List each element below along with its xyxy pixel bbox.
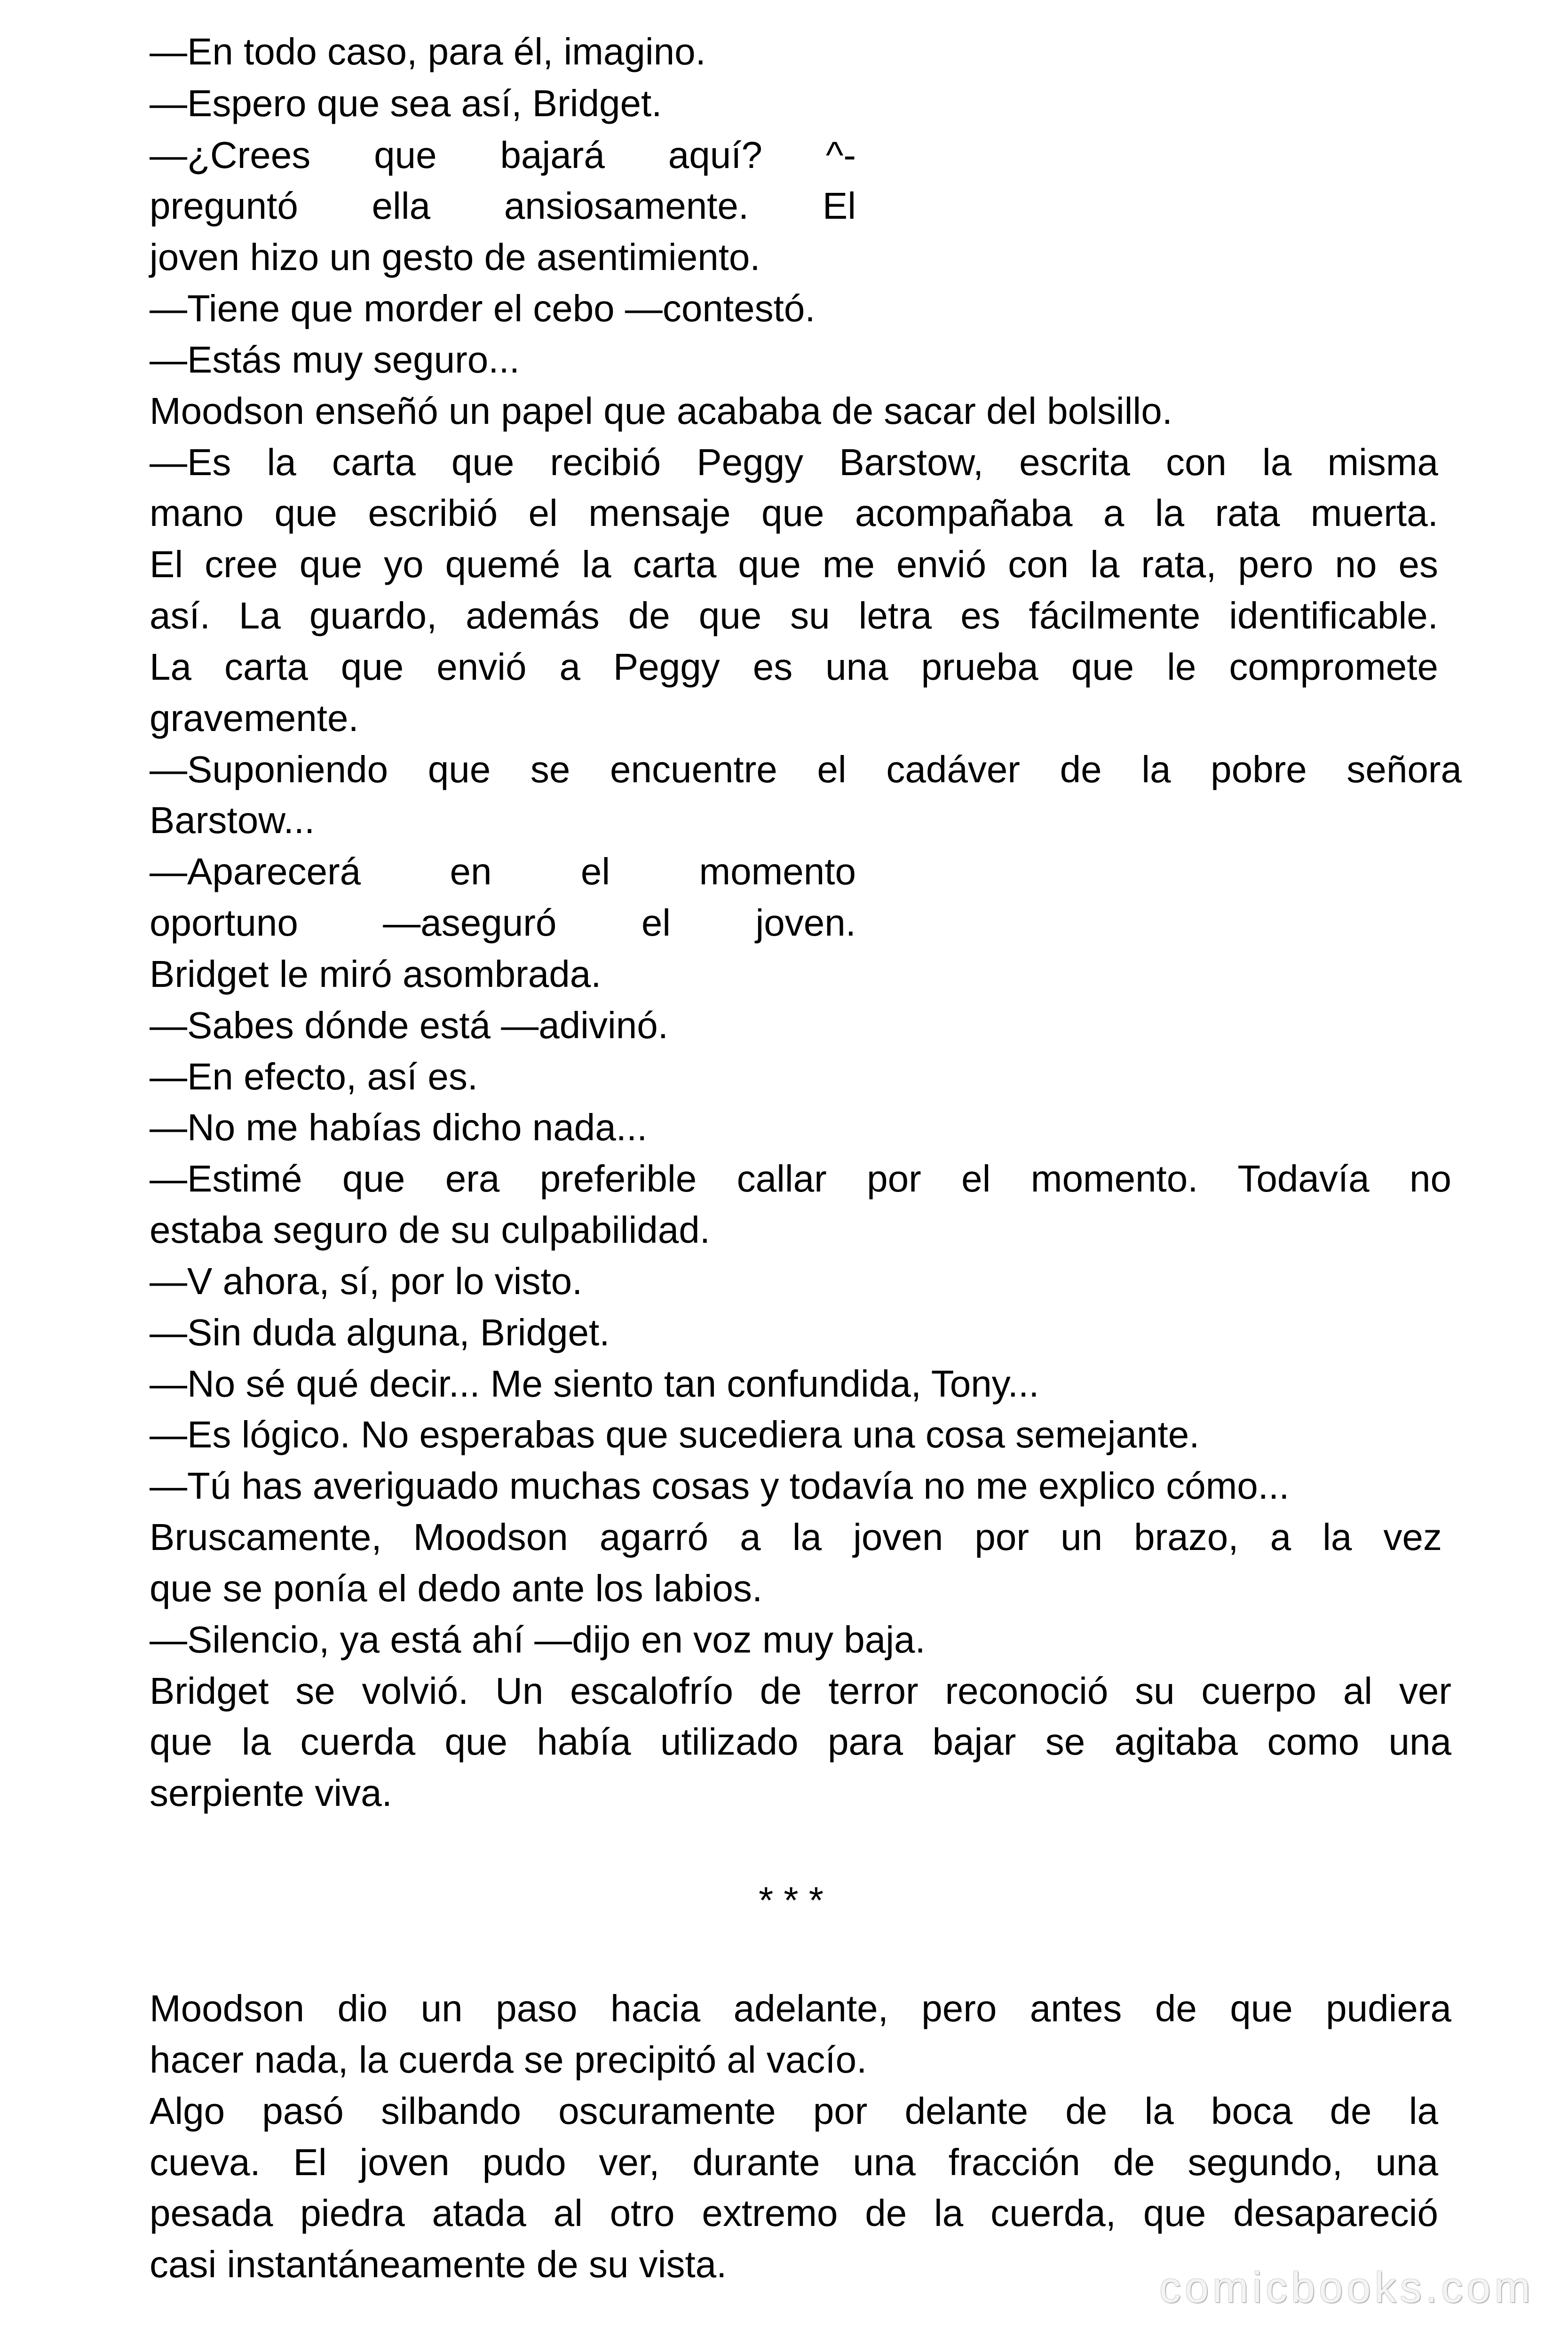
section-separator: * * * — [759, 1879, 824, 1921]
text-line: —Suponiendo que se encuentre el cadáver de la pobre señora — [150, 748, 1462, 790]
text-line: serpiente viva. — [150, 1772, 392, 1814]
text-line: estaba seguro de su culpabilidad. — [150, 1209, 710, 1251]
text-line: —En efecto, así es. — [150, 1056, 478, 1097]
text-line: Moodson enseñó un papel que acababa de sacar del bolsillo. — [150, 390, 1172, 432]
text-line: —Sabes dónde está —adivinó. — [150, 1004, 668, 1046]
text-line: hacer nada, la cuerda se precipitó al vacío. — [150, 2039, 867, 2081]
text-line: Bruscamente, Moodson agarró a la joven por un brazo, a la vez — [150, 1516, 1442, 1558]
text-line: preguntó ella ansiosamente. El — [150, 185, 856, 227]
text-line: El cree que yo quemé la carta que me envió con la rata, pero no es — [150, 543, 1438, 585]
text-line: —En todo caso, para él, imagino. — [150, 31, 706, 72]
text-line: Barstow... — [150, 799, 315, 841]
text-line: —Silencio, ya está ahí —dijo en voz muy baja. — [150, 1619, 926, 1661]
text-line: —Sin duda alguna, Bridget. — [150, 1311, 610, 1353]
text-line: así. La guardo, además de que su letra es fácilmente identificable. — [150, 595, 1438, 636]
text-line: que la cuerda que había utilizado para bajar se agitaba como una — [150, 1721, 1451, 1763]
text-line: —V ahora, sí, por lo visto. — [150, 1260, 583, 1302]
text-line: gravemente. — [150, 697, 359, 739]
text-line: casi instantáneamente de su vista. — [150, 2243, 727, 2285]
text-line: —Tiene que morder el cebo —contestó. — [150, 287, 816, 329]
text-line: Moodson dio un paso hacia adelante, pero antes de que pudiera — [150, 1987, 1451, 2029]
text-line: pesada piedra atada al otro extremo de la cuerda, que desapareció — [150, 2192, 1438, 2234]
text-line: —¿Crees que bajará aquí? ^- — [150, 134, 856, 176]
text-line: Algo pasó silbando oscuramente por delante de la boca de la — [150, 2090, 1438, 2132]
watermark: comicbooks.com — [1159, 2264, 1534, 2312]
text-line: La carta que envió a Peggy es una prueba que le compromete — [150, 646, 1438, 688]
text-line: oportuno —aseguró el joven. — [150, 902, 856, 944]
text-line: que se ponía el dedo ante los labios. — [150, 1567, 763, 1609]
text-line: —Estás muy seguro... — [150, 339, 520, 381]
text-line: —Tú has averiguado muchas cosas y todavía no me explico cómo... — [150, 1465, 1290, 1507]
text-line: —Es lógico. No esperabas que sucediera una cosa semejante. — [150, 1414, 1200, 1455]
text-line: —Estimé que era preferible callar por el momento. Todavía no — [150, 1158, 1451, 1200]
text-line: mano que escribió el mensaje que acompañaba a la rata muerta. — [150, 492, 1438, 534]
text-line: —No me habías dicho nada... — [150, 1106, 648, 1148]
text-line: joven hizo un gesto de asentimiento. — [150, 236, 760, 278]
text-line: Bridget le miró asombrada. — [150, 953, 602, 995]
text-line: Bridget se volvió. Un escalofrío de terror reconoció su cuerpo al ver — [150, 1670, 1451, 1712]
text-line: —Espero que sea así, Bridget. — [150, 82, 662, 124]
text-line: cueva. El joven pudo ver, durante una fracción de segundo, una — [150, 2141, 1438, 2183]
text-line: —Aparecerá en el momento — [150, 850, 856, 892]
text-line: —No sé qué decir... Me siento tan confundida, Tony... — [150, 1363, 1039, 1405]
text-line: —Es la carta que recibió Peggy Barstow, escrita con la misma — [150, 441, 1438, 483]
